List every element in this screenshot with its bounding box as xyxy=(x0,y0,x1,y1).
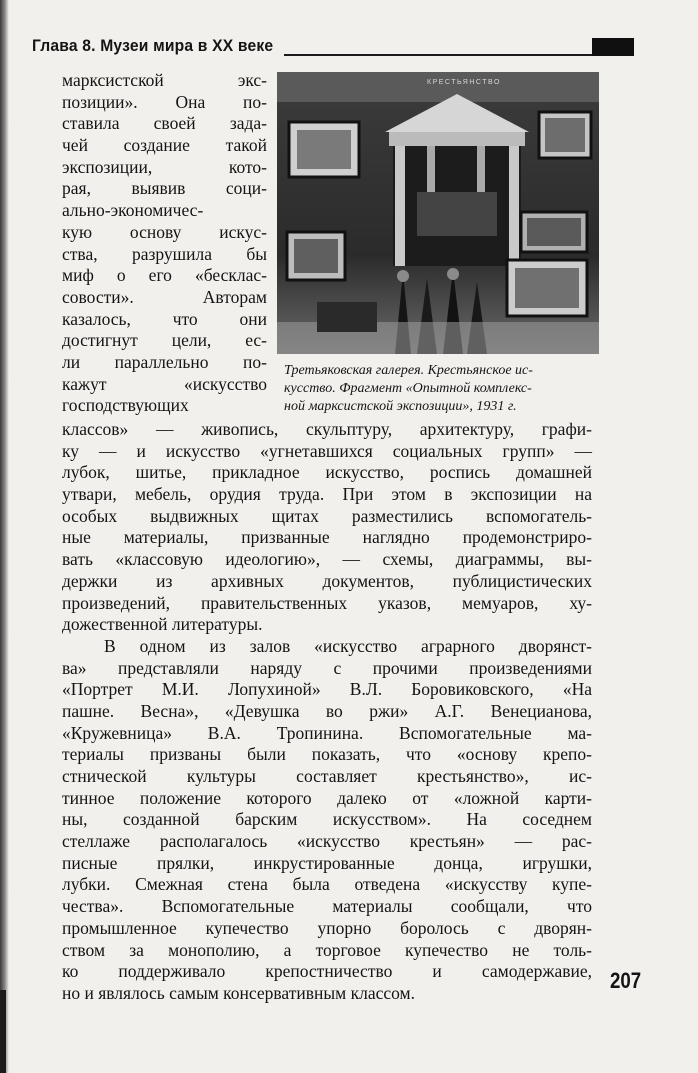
running-title: Глава 8. Музеи мира в XX веке xyxy=(32,36,274,55)
body-text-narrow-column xyxy=(62,70,267,417)
text-line: совости». Авторам xyxy=(62,286,267,307)
text-line: пашне. Весна», «Девушка во ржи» А.Г. Венецианова, xyxy=(62,700,592,721)
text-line: ва» представляли наряду с прочими произведениями xyxy=(62,657,592,678)
text-line: териалы призваны были показать, что «основу крепо- xyxy=(62,744,592,765)
text-line: позиции». Она по- xyxy=(62,91,267,112)
text-line: ства, разрушила бы xyxy=(62,243,267,264)
text-line: стнической культуры составляет крестьянство», ис- xyxy=(62,766,592,786)
text-line: ли параллельно по- xyxy=(62,351,267,372)
text-line: «Кружевница» В.А. Тропинина. Вспомогательные ма- xyxy=(62,722,592,743)
caption-line: ной марксистской экспозиции», 1931 г. xyxy=(284,399,517,414)
text-line: особых выдвижных щитах разместились вспомогатель- xyxy=(62,505,592,526)
text-line: рая, выявив соци- xyxy=(62,178,267,199)
text-line: господствующих xyxy=(62,395,189,416)
text-line: чей создание такой xyxy=(62,135,267,156)
paragraph-first-line: В одном из залов «искусство аграрного дворянст- xyxy=(104,635,592,656)
text-line: ку — и искусство «угнетавшихся социальных групп» — xyxy=(62,440,592,461)
running-header xyxy=(22,36,634,58)
header-black-tab xyxy=(592,38,634,56)
text-line: лубки. Смежная стена была отведена «искусству купе- xyxy=(62,874,592,895)
text-line: ны, созданной барским искусством». На соседнем xyxy=(62,809,592,830)
text-line: миф о его «бесклас- xyxy=(62,265,267,286)
figure-photo xyxy=(277,72,599,362)
text-line: достигнут цели, ес- xyxy=(62,330,267,351)
text-line: ством за монополию, а торговое купечество не толь- xyxy=(62,939,592,960)
text-line: дожественной литературы. xyxy=(62,614,263,635)
text-line: марксистской экс- xyxy=(62,70,267,90)
text-line: экспозиции, кото- xyxy=(62,156,267,177)
gallery-exhibit-photo xyxy=(277,72,599,354)
text-line: лубок, шитье, прикладное искусство, роспись домашней xyxy=(62,462,592,483)
text-line: держки из архивных документов, публицистических xyxy=(62,570,592,591)
text-line: «Портрет М.И. Лопухиной» В.Л. Боровиковского, «На xyxy=(62,679,592,700)
text-line: ставила своей зада- xyxy=(62,113,267,134)
text-line: ально-экономичес- xyxy=(62,200,204,221)
header-rule xyxy=(284,54,600,56)
text-line: ко поддерживало крепостничество и самодержавие, xyxy=(62,961,592,982)
text-line: писные прялки, инкрустированные донца, игрушки, xyxy=(62,852,592,873)
figure-caption xyxy=(284,362,600,416)
text-line: чества». Вспомогательные материалы сообщали, что xyxy=(62,896,592,917)
page-number: 207 xyxy=(610,968,642,993)
text-line: казалось, что они xyxy=(62,308,267,329)
text-line: ные материалы, призванные наглядно продемонстриро- xyxy=(62,527,592,548)
caption-line: кусство. Фрагмент «Опытной комплекс- xyxy=(284,381,532,396)
text-line: произведений, правительственных указов, мемуаров, ху- xyxy=(62,592,592,613)
text-line: кую основу искус- xyxy=(62,221,267,242)
caption-line: Третьяковская галерея. Крестьянское ис- xyxy=(284,363,533,378)
text-line: вать «классовую идеологию», — схемы, диаграммы, вы- xyxy=(62,549,592,570)
page-binding-shadow xyxy=(0,0,9,1073)
page-binding-dark-strip xyxy=(0,990,6,1073)
text-line: промышленное купечество упорно боролось с дворян- xyxy=(62,917,592,938)
text-line: утвари, мебель, орудия труда. При этом в экспозиции на xyxy=(62,484,592,505)
text-line: классов» — живопись, скульптуру, архитектуру, графи- xyxy=(62,419,592,439)
text-line: тинное положение которого далеко от «ложной карти- xyxy=(62,787,592,808)
photo-sign-text: КРЕСТЬЯНСТВО xyxy=(427,79,501,86)
body-text-full-width xyxy=(62,419,592,1005)
text-line: но и являлось самым консервативным классом. xyxy=(62,982,415,1003)
text-line: кажут «искусство xyxy=(62,373,267,394)
text-line: стеллаже располагалось «искусство крестьян» — рас- xyxy=(62,831,592,852)
